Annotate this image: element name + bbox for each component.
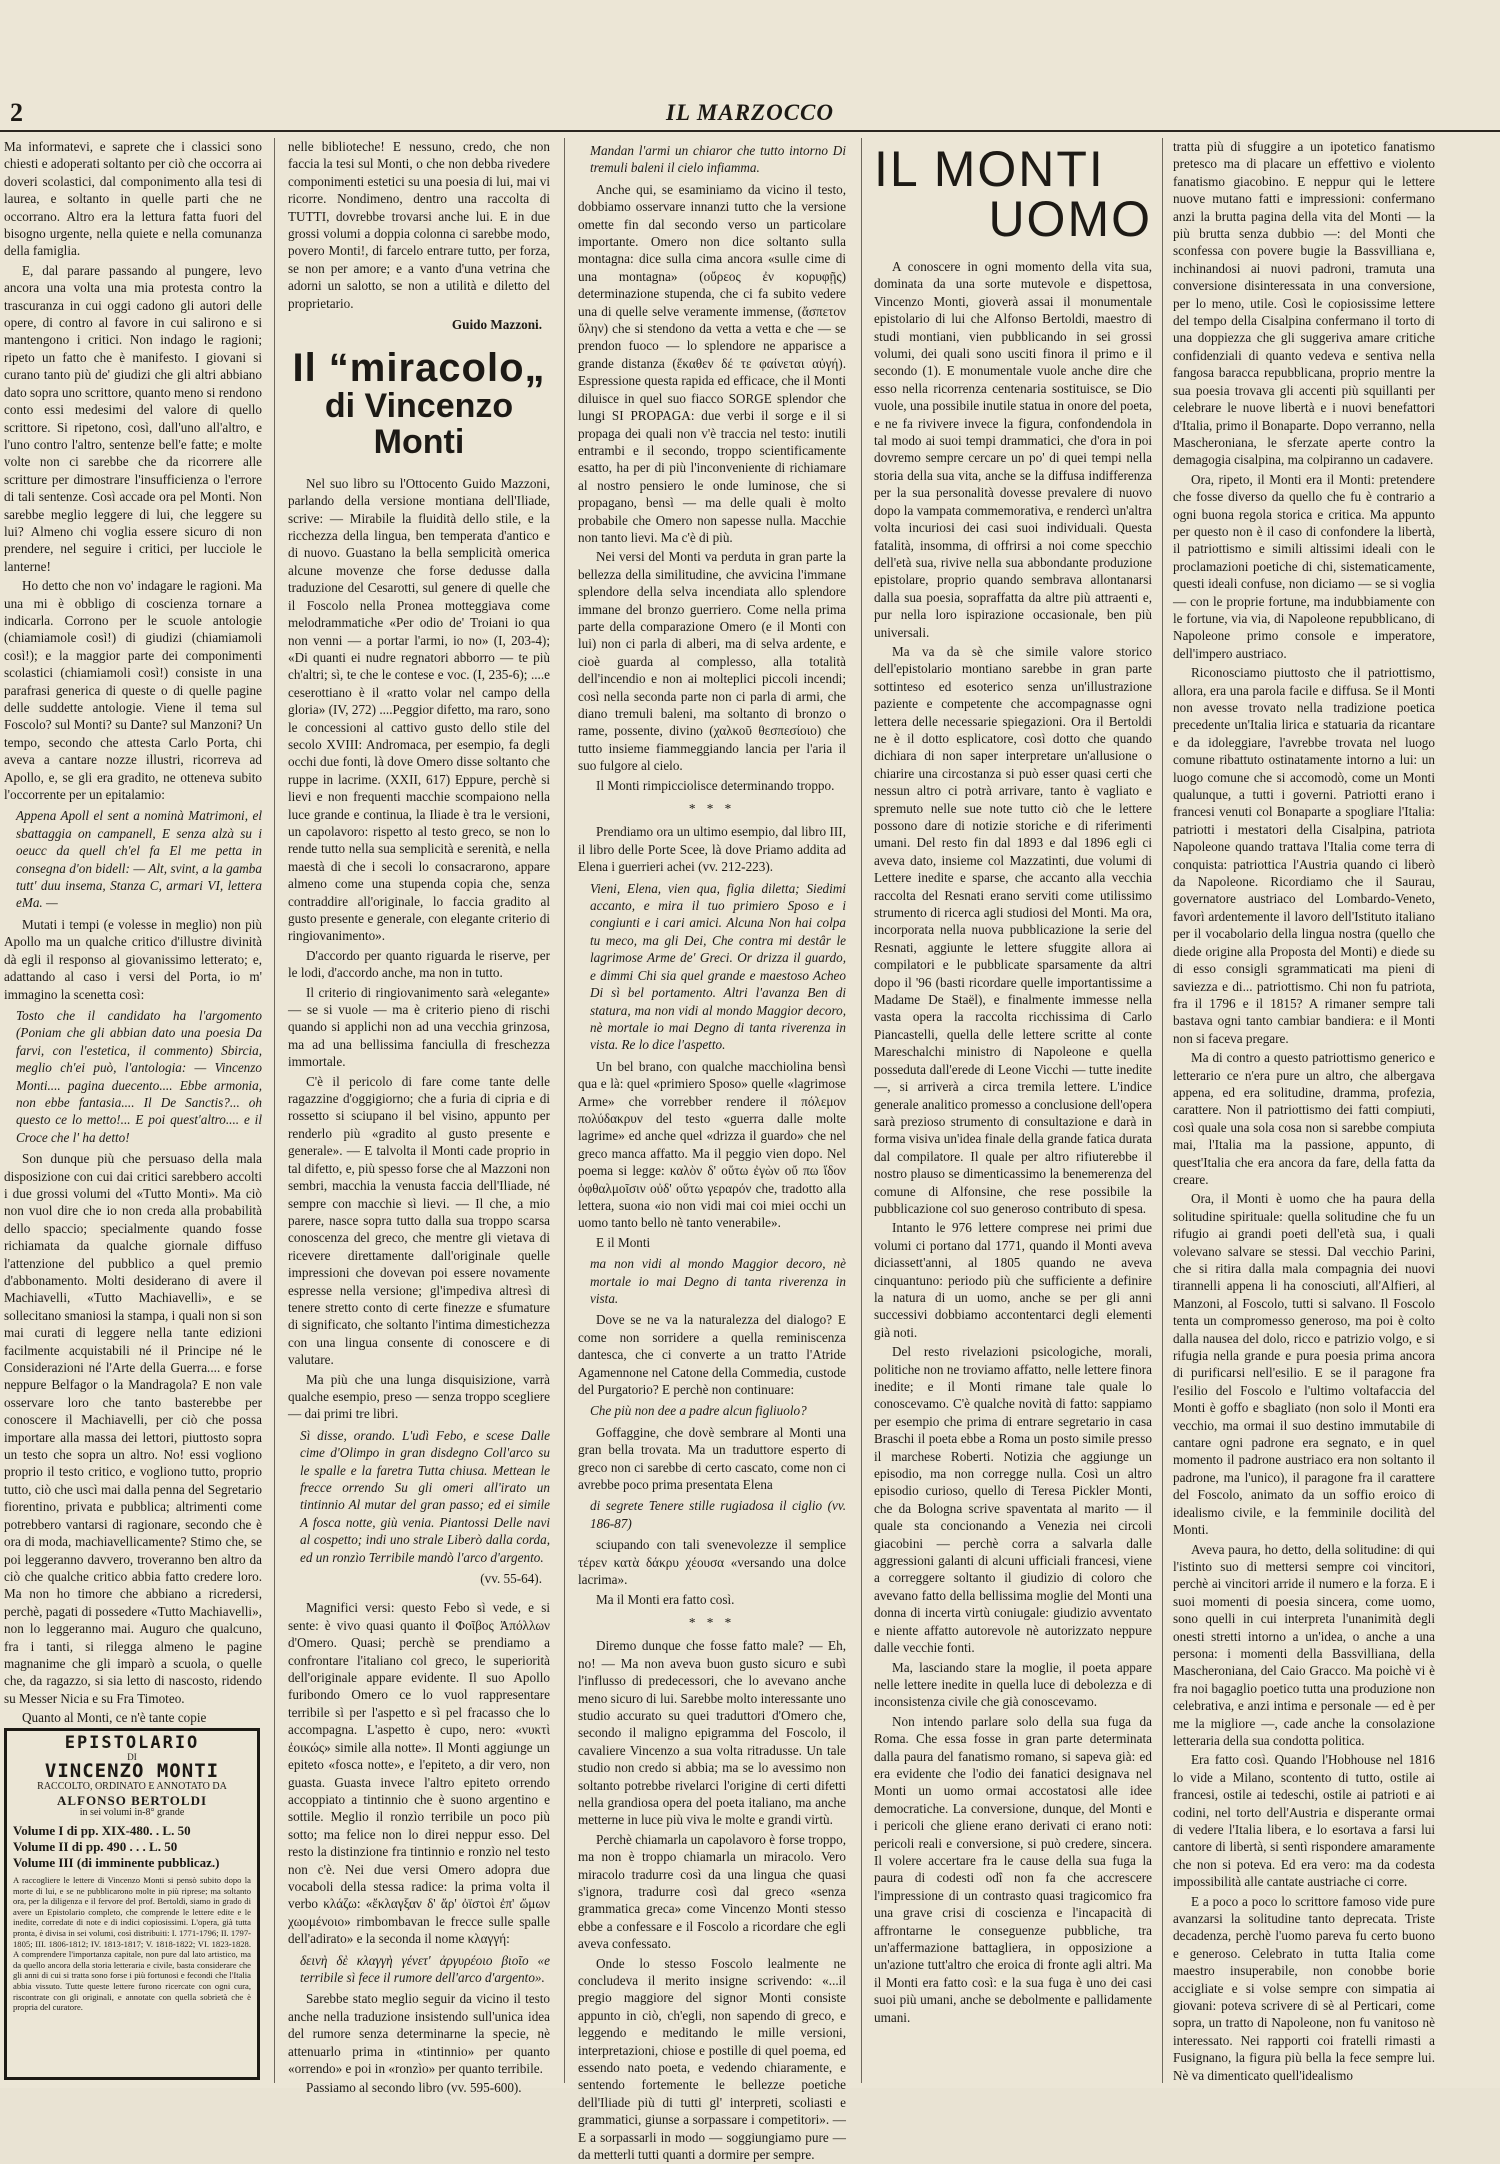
paragraph: Nei versi del Monti va perduta in gran parte la bellezza della similitudine, che avvicina l'immane splendore della selva incendiata allo splendore immane del bronzo guerriero. Come nella prima parte della comparazione Omero (e il Monti con lui) non ci parla di alberi, ma di selva ardente, e cioè guarda al complesso, alla totalità dell'incendio e non ai molteplici piccoli incendi; così nella seconda parte non ci parla di armi, che diano tremuli baleni, ma soltanto di bronzo o rame, possente, divino (χαλκοῦ θεσπεσίοιο) che tutto insieme fiammeggiando lancia per l'aria il suo fulgore al cielo. — [578, 549, 846, 774]
paragraph: Onde lo stesso Foscolo lealmente ne concludeva il merito insigne scrivendo: «...il pregio maggiore del signor Monti consiste appunto in ciò, ch'egli, non sapendo di greco, e leggendo e meditando le mille versioni, interpretazioni, chiose e postille di quel poema, ed essendo nato poeta, e vedendo chiaramente, e sentendo fortemente le bellezze poetiche dell'Iliade più di tutti gl' interpreti, scoliasti e grammatici, giunse a sorpassare i competitori». — E a sorpassarli in modo — soggiungiamo pure — da metterli tutti quanti a dormire per sempre. — [578, 1955, 846, 2163]
paragraph: Goffaggine, che dovè sembrare al Monti una gran bella trovata. Ma un traduttore esperto di greco non ci sarebbe di certo cascato, come non ci avrebbe poco prima presentata Elena — [578, 1424, 846, 1493]
paragraph: E a poco a poco lo scrittore famoso vide pure avanzarsi la solitudine tanto deprecata. Triste decadenza, perchè l'uomo pareva fu certo buono e generoso. Celebrato in tutta Italia come maestro insuperabile, non conobbe borie accigliate e si volse sempre con simpatia ai giovani: poteva scrivere di sè al Perticari, come sopra, un tratto di Napoleone, non fu vanitoso nè interessato. Nei rapporti coi fratelli rimasti a Fusignano, la figura più bella la fece sempre lui. Nè va dimenticato quell'idealismo — [1173, 1893, 1435, 2083]
paragraph: D'accordo per quanto riguarda le riserve, per le lodi, d'accordo anche, ma non in tutto. — [288, 947, 550, 981]
paragraph: Ma, lasciando stare la moglie, il poeta appare nelle lettere inedite in quella luce di debolezza e di inconsistenza civile che già conoscevamo. — [874, 1659, 1152, 1710]
paragraph: Del resto rivelazioni psicologiche, morali, politiche non ne troviamo affatto, nelle lettere finora inedite; e il Monti rimane tale quale lo conoscevamo. C'è qualche novità di fatto: sappiamo per esempio che prima di entrare segretario in casa Braschi il poeta ebbe a Roma un posto simile presso il marchese Roberti. Notizia che aggiunge un episodio, ma non corregge nulla. Così un altro episodio curioso, quello di Teresa Pickler Monti, che da Bologna scrive spaventata al marito — il quale sta concionando a Venezia nei circoli giacobini — perchè corra a salvarla dalle aggressioni galanti di alcuni ufficiali francesi, viene a correggere soltanto il giudizio di coloro che avevano fatto della bellissima moglie del Monti una donna di incerta virtù coniugale: giudizio avventato e niente affatto autorevole nè autorizzato neppure dalle vecchie fonti. — [874, 1344, 1152, 1656]
column-1 — [4, 138, 262, 1726]
column-rule — [564, 138, 565, 2083]
ad-volume-1: Volume I di pp. XIX-480. . L. 50 — [13, 1823, 191, 1838]
heading-line: di Vincenzo Monti — [324, 387, 514, 462]
section-divider: * * * — [688, 801, 736, 817]
paragraph: Riconosciamo piuttosto che il patriottismo, allora, era una parola facile e diffusa. Se il Monti non avesse trovato nella tradizione poetica precedente un'Italia lirica e statuaria da ricantare e da idoleggiare, l'avrebbe trovata nel luogo comune ribattuto ostinatamente intorno a lui: un luogo comune che si accomodò, come un Monti qualunque, a tutti i governi. Patriotti erano i francesi venuti col Bonaparte a spogliare l'Italia: patriotti i mestatori della Cisalpina, patriota Napoleone quando trattava l'Italia come terra di conquista: patriottica l'Austria quando ci liberò da Napoleone. Ricordiamo che il Saurau, governatore austriaco del Lombardo-Veneto, favorì ardentemente il lavoro dell'Istituto italiano per il vocabolario della lingua nostra (quello che diede origine alla Proposta del Monti) e diede su di esso consigli sgrammaticati ma pieni di saviezza e di... patriottismo. Chi non fu patriota, fra il 1796 e il 1815? A rimaner sempre tali bastava ogni tanto cambiar bandiera: e il Monti non si faceva pregare. — [1173, 665, 1435, 1046]
header-rule — [0, 130, 1500, 132]
ad-di: DI — [127, 1752, 137, 1762]
column-rule — [861, 138, 862, 2083]
paragraph: Son dunque più che persuaso della mala disposizione con cui dai critici sarebbero accolti i due grossi volumi del «Tutto Monti». Ma ciò non vuol dire che io non creda alla probabilità dello spaccio; specialmente quando fosse richiamata da qualche giornale diffuso l'attenzione del pubblico a quel premio d'abbonamento. Molti desiderano di avere il Machiavelli, «Tutto Machiavelli», e se sollecitano smaniosi la stampa, i quali non si son mai curati di leggere nella tante edizioni facilmente acquistabili né il Principe né le Considerazioni né l'Arte della Guerra.... e forse neppure Belfagor o la Mandragola? E non vale osservare loro che tanto basterebbe per conoscere il Machiavelli, per ciò che possa importare alla massa dei lettori, piuttosto sopra un testo che sopra un altro. No! essi vogliono proprio il testo critico, e vogliono tutto, proprio tutto, ciò che uscì mai dalla penna del Segretario fiorentino, privata e pubblica; altrimenti come potrebbero vantarsi di ragionare, secondo che è ora di moda, machiavellicamente? Stimo che, se poi leggeranno davvero, troveranno ben altro da ciò che qualche critico abbia fatto credere loro. Ma non ho timore che abbiano a ricredersi, perchè, pagati di possedere «Tutto Machiavelli», non lo leggeranno mai. Auguro che qualcuno, fra i tanti, si rilegga almeno le pagine magnanime che gli imparò a scuola, o quelle che, da ragazzo, si sia letto di nascosto, ridendo su Messer Nicia e su Fra Timoteo. — [4, 1151, 262, 1706]
paragraph: Sarebbe stato meglio seguir da vicino il testo anche nella traduzione insistendo sull'unica idea del rumore senza determinarne la specie, nè attenuarlo prima in «tintinnio» per quanto «orrendo» e poi in «ronzìo» per quanto terribile. — [288, 1991, 550, 2076]
paragraph: Anche qui, se esaminiamo da vicino il testo, dobbiamo osservare innanzi tutto che la versione omette fin dal secondo verso un particolare importante. Omero non dice soltanto sulla montagna: dice sulla cima ancora «sulle cime di una montagna» (οὔρεος ἐν κορυφῇς) determinazione stupenda, che ci fa subito vedere una di quelle selve veramente immense, (ἄσπετον ὕλην) che si stendono da vetta a vetta e che — se prendon fuoco — lo splendore ne apparisce a grande distanza (ἕκαθεν δέ τε φαίνεται αὐγή). Espressione questa rapida ed efficace, che il Monti diluisce in quel suo fiacco SORGE splendor che lungi SI PROPAGA: due verbi il sorge e il si propaga dei quali non v'è traccia nel testo: inutili entrambi e il secondo, troppo scientificamente esatto, ha per di più l'inconveniente di richiamare al nostro pensiero le onde luminose, che si propagano, bensì — ma delle quali è molto probabile che Omero non sapesse nulla. Macchie non tanto lievi. Ma c'è di più. — [578, 181, 846, 545]
paragraph: Passiamo al secondo libro (vv. 595-600). — [306, 2080, 522, 2096]
paragraph: Ma più che una lunga disquisizione, varrà qualche esempio, preso — senza troppo scegliere — dai primi tre libri. — [288, 1371, 550, 1422]
column-3 — [578, 138, 846, 2163]
paragraph: Il criterio di ringiovanimento sarà «elegante» — se si vuole — ma è criterio pieno di rischi quando si applichi non ad una vecchia grinzosa, ma ad una bellissima fanciulla di freschezza immortale. — [288, 984, 550, 1070]
column-rule — [1162, 138, 1163, 2083]
heading-line: UOMO — [988, 191, 1152, 247]
paragraph: Ho detto che non vo' indagare le ragioni. Ma una mi è obbligo di coscienza tornare a indicarla. Corrono per le scuole antologie (chiamiamole così!) di giudizi (chiamiamoli così!); e la maggior parte dei componimenti scolastici (chiamiamoli così!) consiste in una parafrasi generica di queste o di quelle pagine delle suddette antologie. Viene il tema sul Foscolo? sul Monti? su Dante? sul Manzoni? Un tempo, secondo che attesta Carlo Porta, chi aveva a cantare nozze illustri, ricorreva ad Apollo, e, se gli era gradito, ne otteneva subito l'occorrente per un epitalamio: — [4, 578, 262, 803]
column-4 — [874, 138, 1152, 2083]
author-signature: Guido Mazzoni. — [451, 317, 542, 333]
verse-quote: δεινὴ δὲ κλαγγὴ γένετ' ἀργυρέοιο βιοῖο «e terribile sì fece il rumore dell'arco d'argento». — [300, 1952, 550, 1985]
verse-quote: di segrete Tenere stille rugiadosa il ciglio (vv. 186-87) — [590, 1498, 846, 1531]
verse-quote: Tosto che il candidato ha l'argomento (Poniam che gli abbian dato una poesia Da farvi, con l'estetica, il commento) Sbircia, meglio ch'ei può, l'antologia: — Vincenzo Monti.... pagina duecento.... Ebbe armonia, non ebbe fantasia.... Il De Sanctis?... oh questo ce lo metto!... E poi quest'altro.... e il Croce che l' ha detto! — [16, 1007, 262, 1145]
column-rule — [274, 138, 275, 2083]
paragraph: Diremo dunque che fosse fatto male? — Eh, no! — Ma non aveva buon gusto sicuro e subì l'influsso di predecessori, che lo avevano anche meno sicuro di lui. Sarebbe molto interessante uno studio accurato su quei traduttori d'Omero che, secondo il maligno epigramma del Foscolo, il cavaliere Vincenzo a sua volta ritradusse. Un tale studio non credo si abbia; ma se lo avessimo non soltanto potrebbe rivelarci l'origine di certi difetti nella grandiosa opera del poeta italiano, ma anche metterne in luce più viva le molte e grandi virtù. — [578, 1638, 846, 1828]
paragraph: Aveva paura, ho detto, della solitudine: di qui l'istinto suo di mettersi sempre coi vincitori, perchè ai vincitori arride il numero e la forza. E i suoi momenti di poesia sincera, come uomo, sono quelli in cui interpreta l'unanimità degli onesti stretti intorno a un'idea, o anche a una persona: i momenti della Bassvilliana, della Mascheroniana, del Caio Gracco. Ma poichè vi è fra noi bagaglio poetico tutta una produzione non celebrativa, e anzi intima e personale — ed è per me la migliore —, cade anche la consolazione letteraria della sua condotta politica. — [1173, 1541, 1435, 1748]
verse-quote: Appena Apoll el sent a nominà Matrimoni, el sbattaggia on campanell, E senza alzà su i oeucc da quell ch'el fa El me petta in consegna d'on bidell: — Alt, svint, a la gamba tutt' duu insema, Stanza C, armari VI, lettera eMa. — — [16, 808, 262, 911]
paragraph: Ma informatevi, e saprete che i classici sono chiesti e adoperati soltanto per ciò che occorra ai doveri scolastici, dal componimento alla tesi di laurea, e soltanto in quelle parti che ne occorrano. Altro era la lettura fatta fuori del bisogno urgente, nella quiete e nella comunanza della famiglia. — [4, 139, 262, 259]
heading-line: IL MONTI — [874, 141, 1105, 197]
section-divider: * * * — [688, 1614, 736, 1630]
paragraph: Perchè chiamarla un capolavoro è forse troppo, ma non è troppo chiamarla un miracolo. Vero miracolo tradurre così da una lingua che quasi s'ignora, tradurre così dal greco «senza grammatica greca» come Vincenzo Monti stesso ebbe a confessare e il Foscolo a ricordare che egli aveva confessato. — [578, 1831, 846, 1952]
paragraph: Prendiamo ora un ultimo esempio, dal libro III, il libro delle Porte Scee, là dove Priamo addita ad Elena i guerrieri achei (vv. 212-223). — [578, 824, 846, 875]
ad-format: in sei volumi in-8° grande — [79, 1807, 185, 1818]
ad-body: A raccogliere le lettere di Vincenzo Monti si pensò subito dopo la morte di lui, e se ne pubblicarono molte in più riprese; ma soltanto ora, per la diligenza e il fervore del prof. Bertoldi, siamo in grado di avere un Epistolario completo, che comprende le lettere edite e le inedite, corredate di note e di indici copiosissimi. L'opera, già tutta pronta, è divisa in sei volumi, così distribuiti: I. 1771-1796; II. 1797-1805; III. 1806-1812; IV. 1813-1817; V. 1818-1822; VI. 1823-1828. A comprendere l'importanza capitale, non pure dal lato artistico, ma da quello ancora della storia letteraria e civile, basta considerare che gli anni di cui si tratta sono forse i più fortunosi e fecondi che l'Italia abbia vissuto. Tutte queste lettere furono ricercate con ogni cura, riscontrate con gli originali, e annotate con quella sobrietà che è propria del curatore. — [13, 1875, 251, 2013]
paragraph: Non intendo parlare solo della sua fuga da Roma. Che essa fosse in gran parte determinata dalla paura del fanatismo romano, si sapeva già: ed era evidente che l'odio dei fanatici designava nel Monti un uomo ormai accostatosi alle idee democratiche. La conversione, dunque, del Monti e i pericoli che gliene erano derivati ci erano noti: pericoli reali e conversione, si può credere, sincera. Il volere accertare fra le cause della sua fuga la paura di codesti odî non fa che accrescere l'impressione di un contrasto quasi tragicomico fra una grave crisi di coscienza e l'incapacità di affrontarne le conseguenze pubbliche, tra un'affermazione battagliera, in opposizione a un'azione tutt'altro che eroica di fronte agli altri. Ma il Monti era fatto così: e la sua fuga è uno dei casi suoi più umani, anche se debolmente e pallidamente umani. — [874, 1713, 1152, 2025]
ad-subtitle: RACCOLTO, ORDINATO E ANNOTATO DA — [37, 1781, 227, 1792]
paragraph: Intanto le 976 lettere comprese nei primi due volumi ci portano dal 1771, quando il Monti aveva diciassett'anni, al 1805 quando ne aveva cinquantuno: periodo più che sufficiente a definire la natura di un uomo, anche se per gli anni successivi dobbiamo accontentarci degli elementi già noti. — [874, 1220, 1152, 1340]
paragraph: Era fatto così. Quando l'Hobhouse nel 1816 lo vide a Milano, scontento di tutto, ostile ai francesi, ostile ai tedeschi, ostile ai patrioti e ai codini, nel torto dell'Austria e disperante ormai di vedere l'Italia libera, e lo esortava a farsi lui cantore di libertà, si sentì rispondere amaramente che non si poteva. Ed era vero: ma da codesta impossibilità alle cantate austriache ci corre. — [1173, 1752, 1435, 1890]
verse-quote: Sì disse, orando. L'udì Febo, e scese Dalle cime d'Olimpo in gran disdegno Coll'arco su le spalle e la faretra Tutta chiusa. Mettean le frecce orrendo Su gli omeri all'irato un tintinnio Al mutar del gran passo; ed ei simile A fosca notte, giù venia. Piantossi Delle navi al cospetto; indi uno strale Liberò dalla corda, ed un ronzìo Terribile mandò l'arco d'argento. — [300, 1427, 550, 1565]
advertisement-epistolario — [4, 1728, 260, 2080]
ad-volume-2: Volume II di pp. 490 . . . L. 50 — [13, 1839, 178, 1854]
paragraph: C'è il pericolo di fare come tante delle ragazzine d'oggigiorno; che a furia di cipria e di rossetto si sciupano il bel visino, appunto per renderlo più «gradito al gusto presente e generale». — E talvolta il Monti cade proprio in tal difetto, e, più spesso forse che al Mazzoni non sembri, macchia la venusta faccia dell'Iliade, né sempre con macchie sì lievi. — Il che, a mio parere, nasce sopra tutto dalla sua troppo scarsa conoscenza del greco, che mentre gli vietava di ricevere direttamente dall'originale quelle impressioni che dovevan poi essere novamente espresse nella versione; gl'impediva altresì di tenere stretto conto di certe finezze e sfumature di significato, che soltanto l'intima dimestichezza con una lingua consente di conoscere e di valutare. — [288, 1073, 550, 1368]
paragraph: nelle biblioteche! E nessuno, credo, che non faccia la tesi sul Monti, o che non debba rivedere componimenti estetici su una poesia di lui, mai vi ricorre. Nondimeno, dentro una raccolta di TUTTI, dovrebbe trovarsi anche lui. E in due grossi volumi a doppia colonna ci sarebbe modo, povero Monti!, di farcelo entrare tutto, per forza, se non per amore; e a vanto d'una vetrina che adorni un salotto, se non a utilità e diletto del proprietario. — [288, 139, 550, 311]
article-heading-monti-uomo — [874, 141, 1152, 247]
ad-title: EPISTOLARIO — [64, 1733, 200, 1753]
masthead-title: IL MARZOCCO — [666, 100, 834, 125]
article-heading-miracolo — [288, 347, 550, 460]
page-header — [0, 98, 1500, 130]
verse-quote: Che più non dee a padre alcun figliuolo? — [590, 1403, 807, 1419]
paragraph: Ma il Monti era fatto così. — [596, 1591, 735, 1607]
ad-volume-3: Volume III (di imminente pubblicaz.) — [13, 1855, 220, 1870]
paragraph: Mutati i tempi (e volesse in meglio) non più Apollo ma un qualche critico d'illustre divinità dà egli il responso al giovanissimo letterato; e, adattando al caso i versi del Porta, io m' immagino la scenetta così: — [4, 916, 262, 1002]
paragraph: sciupando con tali svenevolezze il semplice τέρεν κατὰ δάκρυ χέουσα «versando una dolce lacrima». — [578, 1537, 846, 1588]
paragraph: E il Monti — [596, 1234, 651, 1250]
paragraph: Un bel brano, con qualche macchiolina bensì qua e là: quel «primiero Sposo» quelle «lagrimose Arme» che vorrebber rendere il πόλεμον πολύδακρυν del testo «guerra dalle molte lagrime» ed anche quel «drizza il guardo» che nel greco manca affatto. Ma il peggio vien dopo. Nel poema si legge: καλὸν δ' οὕτω ἐγὼν οὔ πω ἴδον ὀφθαλμοῖσιν οὐδ' οὕτω γεραρόν che, tradotto alla lettera, suona «io non vidi mai coi miei occhi un uomo tanto bello nè tanto venerabile». — [578, 1058, 846, 1231]
column-2 — [288, 138, 550, 2096]
paragraph: E, dal parare passando al pungere, levo ancora una volta una mia protesta contro la trascuranza in cui oggi cadono gli autori delle opere, di contro al favore in cui salirono e si mantengono i critici. Non indago le ragioni; ripeto un fatto che è manifesto. I giovani si curano tanto più de' giudizi che gli altri abbiano dato sopra uno scrittore, quanto meno si rendono conto essi medesimi del valore di quello scrittore. Si ripetono, così, dall'uno all'altro, e l'uno contro l'altro, sentenze bell'e fatte; e molte volte non ci sarebbe che da ricorrere alle scritture per dimostrare l'insufficienza o l'errore di tali sentenze. Così accade ora pel Monti. Non sarebbe meglio leggere di lui, che leggere su lui? Almeno chi voglia essere sicuro di non prendere, nel seguire i critici, per lucciole le lanterne! — [4, 262, 262, 574]
page-number: 2 — [10, 98, 23, 127]
paragraph: Quanto al Monti, ce n'è tante copie — [22, 1710, 207, 1726]
paragraph: Magnifici versi: questo Febo sì vede, e si sente: è vivo quasi quanto il Φοῖβος Ἀπόλλων d'Omero. Quasi; perchè se prendiamo a confrontare l'italiano col greco, le superiorità dell'originale appare evidente. Il suo Apollo furibondo Omero ce lo vuol rappresentare terribile sì per l'aspetto e sì pel fracasso che lo accompagna. L'aspetto è cupo, nero: «νυκτὶ ἐοικώς» simile alla notte». Il Monti aggiunge un epiteto «fosca notte», e l'epiteto, a dir vero, non guasta. Guasta invece l'altro epiteto orrendo accoppiato a tintinnio che è suono argentino e sottile. Meglio il ronzìo terribile un poco più sotto; ma felice non lo direi neppur esso. Del resto la distinzione fra tintinnio e ronzìo nel testo non c'è. Nei due versi Omero adopra due vocaboli della stessa radice: la prima volta il verbo κλάζω: «ἔκλαγξαν δ' ἄρ' ὀϊστοὶ ἐπ' ὤμων χωομένοιο» rimbombavan le frecce sulle spalle dell'adirato» e la seconda il nome κλαγγή: — [288, 1600, 550, 1947]
paragraph: Ma va da sè che simile valore storico dell'epistolario montiano sarebbe in gran parte sottinteso ed esoterico senza un'illustrazione paziente e competente che accompagnasse ogni lettera delle necessarie spiegazioni. Ora il Bertoldi ne è il dotto esplicatore, così dotto che quando dichiara di non saper interpretare un'allusione o chiarire una circostanza si può esser quasi certi che nessun altro ci potrà arrivare, tanto è vagliato e spremuto nelle sue note tutto ciò che le lettere possono dare di notizie storiche e di riferimenti umani. Del resto fin dal 1893 e dal 1896 egli ci aveva dato, insieme col Mazzatinti, due volumi di Lettere inedite e sparse, che accanto alla vecchia raccolta del Resnati erano serviti come utilissimo strumento di ricerca agli studiosi del Monti. Ma ora, incorporata nella nuova pubblicazione la serie del Resnati, aggiunte le lettere sfuggite allora ai compilatori e le pubblicate sparsamente da altri dopo il '96 (basti ricordare quelle importantissime a Madame De Staël), e finalmente immesse nella vasta opera la raccolta ricchissima di Carlo Piancastelli, quella delle lettere scritte al conte Mareschalchi ministro di Napoleone e quella posseduta dall'erede di Leone Vicchi — tutte inedite —, si arriverà a circa tremila lettere. L'indice generale analitico promesso a conclusione dell'opera sarà prezioso strumento di consultazione e darà in forma visiva un'idea finale della grande fatica durata dal compilatore. Il quale per altro rifiuterebbe il nostro plauso se dimenticassimo la benemerenza del comune di Alfonsine, che rese possibile la pubblicazione col suo generoso contributo di spesa. — [874, 643, 1152, 1216]
paragraph: tratta più di sfuggire a un ipotetico fanatismo pretesco ma di placare un effettivo e violento fanatismo giacobino. E neppur qui le lettere nuove mutano fatti e impressioni: confermano anzi la brutta pagina della vita del Monti — la più brutta senza dubbio —: del Monti che sconfessa con povere bugie la Bassvilliana e, inchinandosi ai nuovi padroni, tramuta una conversione disinteressata in una conversione, per lo meno, utile. Così le copiosissime lettere del tempo della Cisalpina confermano il torto di una doppiezza che gli suggeriva amare critiche confidenziali di quanto vedeva e sentiva nella fangosa baracca repubblicana, proprio mentre la sua poesia trovava gli accenti più squillanti per celebrare le nuove libertà e i nuovi benefattori d'Italia, primo il Bonaparte. Dopo verranno, nella Mascheroniana, le sferzate aperte contro la demagogia cisalpina, ma colpiranno un cadavere. — [1173, 139, 1435, 468]
paragraph: Il Monti rimpicciolisce determinando troppo. — [596, 777, 835, 793]
paragraph: Dove se ne va la naturalezza del dialogo? E come non sorridere a quella reminiscenza dantesca, che ci converte a un tratto l'Atride Agamennone nel Catone della Commedia, custode del Purgatorio? E perchè non continuare: — [578, 1312, 846, 1398]
verse-citation: (vv. 55-64). — [480, 1571, 542, 1587]
verse-quote: Mandan l'armi un chiaror che tutto intorno Di tremuli baleni il cielo infiamma. — [590, 143, 846, 176]
paragraph: Ora, il Monti è uomo che ha paura della solitudine spirituale: quella solitudine che fu un rifugio ai grandi poeti dell'età sua, i quali volevano salvare se stessi. Dal vecchio Parini, che si ritira dalla mala compagnia dei nuovi tirannelli appena li ha conosciuti, all'Alfieri, al Manzoni, al Foscolo, tutti si salvano. Il Foscolo tenta un compromesso generoso, ma poi è colto dalla nausea del dolo, ricco e patrizio volgo, e si rifugia nella grande e pura poesia prima ancora di purificarsi nell'esilio. E se il paragone fra l'esilio del Foscolo e l'ultimo voltafaccia del Monti è goffo e sbagliato (non solo il Monti era vecchio, ma ormai il suo destino immutabile di cantare ogni padrone era segnato, e in quel momento il padrone austriaco era non soltanto il padrone, ma l'unico), il paragone fra il carattere del Foscolo, animato da un soffio eroico di idealismo civile, e la femminile docilità del Monti. — [1173, 1191, 1435, 1538]
verse-quote: Vieni, Elena, vien qua, figlia diletta; Siedimi accanto, e mira il tuo primiero Sposo e i congiunti e i cari amici. Alcuna Non hai colpa tu meco, ma gli Dei, Che contra mi destâr le lagrimose Arme de' Greci. Or drizza il guardo, e dimmi Chi sia quel grande e maestoso Acheo Di sì bel portamento. Altri l'avanza Ben di statura, ma non vidi al mondo Maggior decoro, nè mortale io mai Degno di tanta riverenza in vista. Re lo dice l'aspetto. — [590, 880, 846, 1053]
verse-quote: ma non vidi al mondo Maggior decoro, nè mortale io mai Degno di tanta riverenza in vista. — [590, 1256, 846, 1306]
paragraph: Ora, ripeto, il Monti era il Monti: pretendere che fosse diverso da quello che fu è contrario a ogni buona regola storica e critica. Ma appunto per questo non è il caso di confondere la libertà, il patriottismo e simili altissimi ideali con le proclamazioni poetiche di chi, sistematicamente, questi ideali confuse, non diciamo — se si voglia — con le proprie fortune, ma indubbiamente con le fortune, via via, di Napoleone repubblicano, di Napoleone primo console e imperatore, dell'impero austriaco. — [1173, 471, 1435, 661]
column-5 — [1173, 138, 1435, 2083]
paragraph: Nel suo libro su l'Ottocento Guido Mazzoni, parlando della versione montiana dell'Iliade, scrive: — Mirabile la fluidità dello stile, e la ricchezza della lingua, ben temperata d'antico e di nuovo. Guastano la bella semplicità omerica alcune movenze che forse dedusse dalla traduzione del Cesarotti, sul genere di quelle che il Foscolo nella Pronea motteggiava come melodrammatiche «Per odio de' Troiani io qua non venni — a portar l'armi, io no» (I, 203-4); «Di quanti ei nudre regnatori abborro — te più ch'altri; sì, te che le contese e voc. (I, 235-6); ....e ceserottiano è il «ratto volar nel campo della gloria» (IV, 272) ....Peggior difetto, ma raro, sono le concessioni al cattivo gusto dello stile del secolo XVIII: Andromaca, per esempio, fa degli occhi due fonti, là dove Omero disse soltanto che ruppe in lacrime. (XXII, 617) Eppure, perchè si lievi e non frequenti macchie scompaiono nella luce grande e continua, la Iliade è tra le versioni, un capolavoro: rispetto al testo greco, se non lo rende tutto nella sua semplicità e serenità, e nella maestà di che i secoli lo consacrarono, appare almeno come una stupenda copia che, senza contraddire all'originale, lo faccia gradito al gusto presente e generale, con elegante criterio di ringiovanimento». — [288, 475, 550, 944]
ad-editor: ALFONSO BERTOLDI — [56, 1793, 208, 1808]
ad-author-name: VINCENZO MONTI — [44, 1760, 220, 1782]
heading-line: Il “miracolo„ — [292, 346, 546, 391]
paragraph: A conoscere in ogni momento della vita sua, dominata da una sorte mutevole e dispettosa, Vincenzo Monti, gioverà assai il monumentale epistolario di lui che Alfonso Bertoldi, maestro di studi montiani, vien pubblicando in sei grossi volumi, dei quali sono usciti finora il primo e il secondo (1). E monumentale vuole anche dire che esso nella ricorrenza centenaria sostituisce, se Dio vuole, una possibile inutile statua in onore del poeta, e ne fa rivivere invece la figura, confondendola in tal modo ai suoi tempi drammatici, che d'ora in poi dovremo sempre cercare un po' di quei tempi nella storia della sua vita, anche se la diffusa indifferenza per la sua personalità dovesse prevalere di nuovo dopo la vampata commemorativa, e rendercì un'altra volta incuriosi dei casi suoi individuali. Questa fatalità, insomma, di offrirsi a noi come specchio dell'età sua, rivive nella sua abbondante produzione epistolare, proprio quando sembrava allontanarsi dalla sua poesia, sopraffatta da altre più attraenti e, pur nella loro ispirazione occasionale, ben più universali. — [874, 259, 1152, 640]
paragraph: Ma di contro a questo patriottismo generico e letterario ce n'era pure un altro, che albergava appena, ed era solitudine, dramma, profezia, carattere. Non il patriottismo dei fatti compiuti, così quale una sola cosa non si sarebbe compiuta mai, l'Italia ma la passione, appunto, di quest'Italia che era ancora da fare, della fatta da creare. — [1173, 1050, 1435, 1187]
